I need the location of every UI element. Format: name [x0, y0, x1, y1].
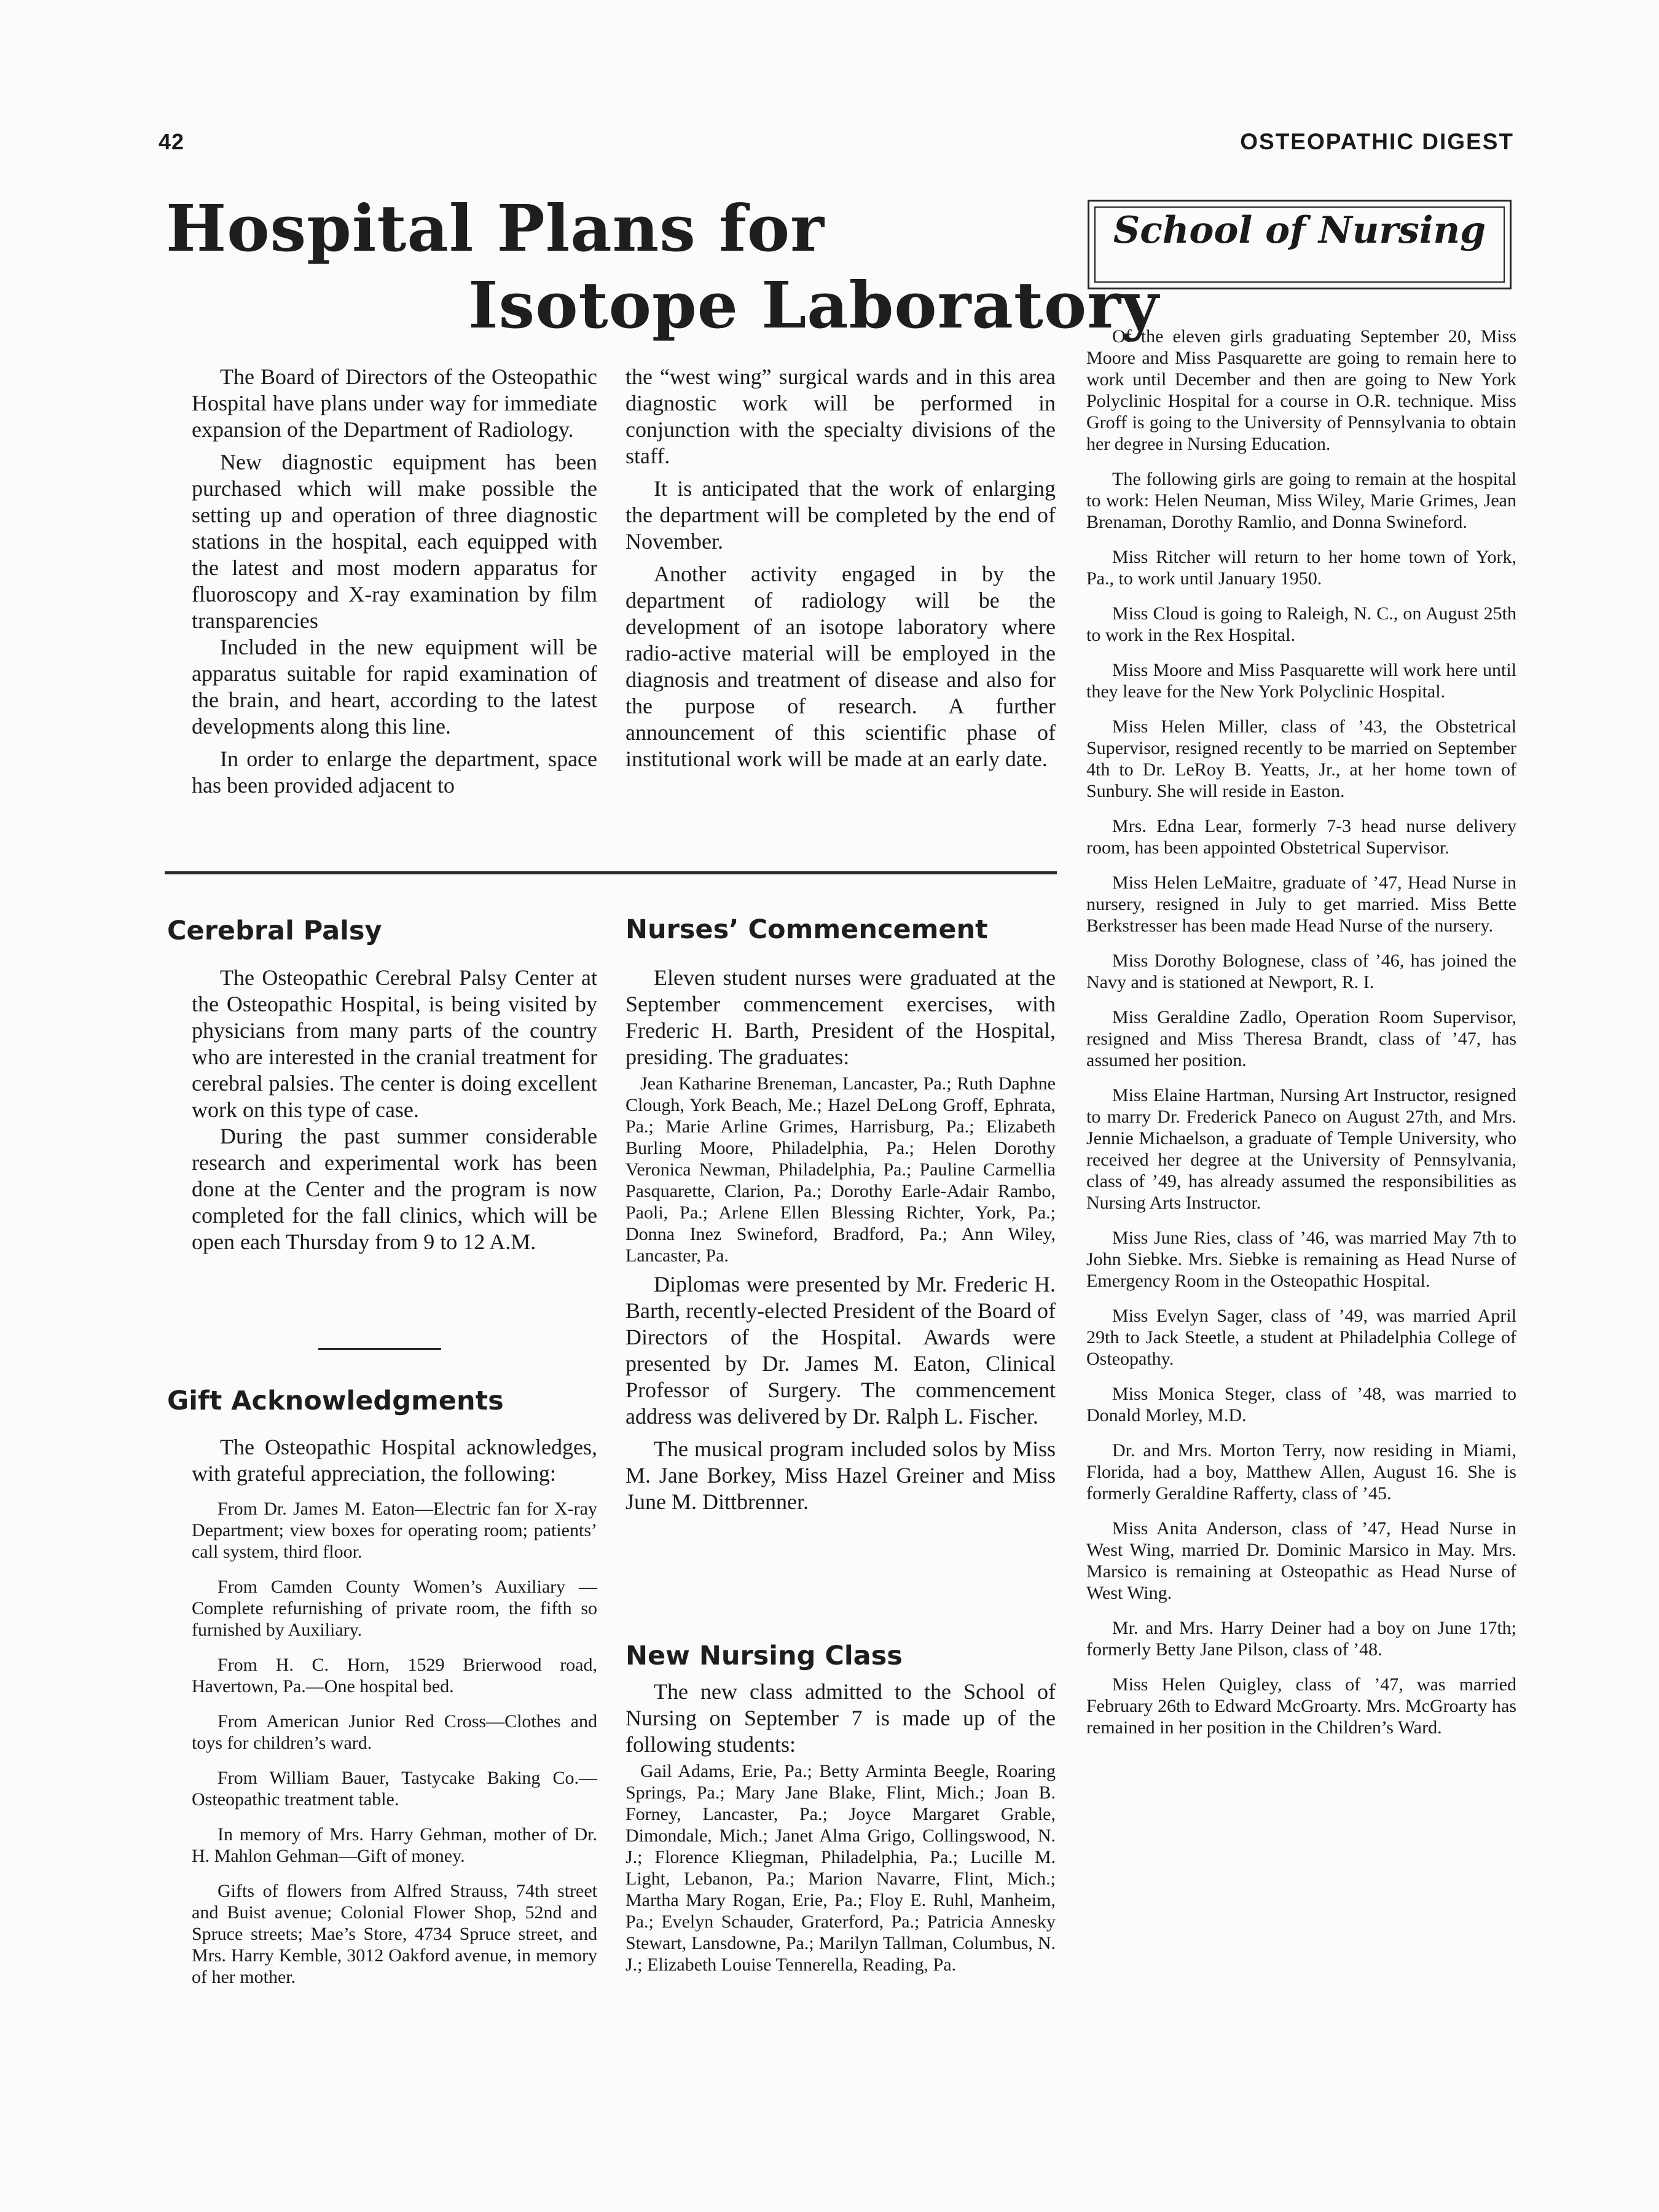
- article-paragraph: It is anticipated that the work of enlarging the department will be completed by the end of November.: [626, 476, 1056, 554]
- cerebral-palsy-paragraph: During the past summer considerable research and experimental work has been done at the Center and the program is now completed for the fall clinics, which will be open each Thursday from 9 to 12 A.M.: [192, 1124, 597, 1254]
- commencement-paragraph: Eleven student nurses were graduated at the September commencement exercises, with Frederic H. Barth, President of the Hospital, presiding. The graduates:: [626, 965, 1056, 1069]
- nursing-news-item: Mrs. Edna Lear, formerly 7-3 head nurse delivery room, has been appointed Obstetrical Supervisor.: [1086, 816, 1516, 858]
- students-list: Gail Adams, Erie, Pa.; Betty Arminta Beegle, Roaring Springs, Pa.; Mary Jane Blake, Flint, Mich.; Joan B. Forney, Lancaster, Pa.; Joyce Margaret Grable, Dimondale, Mich.; Janet Alma Grigo, Collingswood, N. J.; Florence Kliegman, Philadelphia, Pa.; Lucille M. Light, Lebanon, Pa.; Marion Navarre, Flint, Mich.; Martha Mary Rogan, Erie, Pa.; Floy E. Ruhl, Manheim, Pa.; Evelyn Schauder, Graterford, Pa.; Patricia Annesky Stewart, Lansdowne, Pa.; Marilyn Tallman, Columbus, N. J.; Elizabeth Louise Tennerella, Reading, Pa.: [626, 1761, 1056, 1975]
- gift-item: In memory of Mrs. Harry Gehman, mother of Dr. H. Mahlon Gehman—Gift of money.: [192, 1824, 597, 1866]
- commencement-paragraph: Diplomas were presented by Mr. Frederic H. Barth, recently-elected President of the Board of Directors of the Hospital. Awards were presented by Dr. James M. Eaton, Clinical Professor of Surgery. The commencement address was delivered by Dr. Ralph L. Fischer.: [626, 1272, 1056, 1429]
- gift-item: From Camden County Women’s Auxiliary —Complete refurnishing of private room, the fifth so furnished by Auxiliary.: [192, 1577, 597, 1640]
- cerebral-palsy-text: [192, 965, 597, 1261]
- nursing-news-item: Miss Anita Anderson, class of ’47, Head Nurse in West Wing, married Dr. Dominic Marsico in May. Mrs. Marsico is remaining at Osteopathic as Head Nurse of West Wing.: [1086, 1518, 1516, 1603]
- cerebral-palsy-paragraph: The Osteopathic Cerebral Palsy Center at the Osteopathic Hospital, is being visited by physicians from many parts of the country who are interested in the cranial treatment for cerebral palsies. The center is doing excellent work on this type of case.: [192, 965, 597, 1122]
- short-divider: [318, 1348, 441, 1350]
- nursing-news-item: Mr. and Mrs. Harry Deiner had a boy on June 17th; formerly Betty Jane Pilson, class of ’48.: [1086, 1618, 1516, 1660]
- article-paragraph: Another activity engaged in by the department of radiology will be the development of an isotope laboratory where radio-active material will be employed in the diagnosis and treatment of disease and also for the purpose of research. A further announcement of this scientific phase of institutional work will be made at an early date.: [626, 562, 1056, 771]
- graduates-list: Jean Katharine Breneman, Lancaster, Pa.; Ruth Daphne Clough, York Beach, Me.; Hazel DeLong Groff, Ephrata, Pa.; Marie Arline Grimes, Harrisburg, Pa.; Elizabeth Burling Moore, Philadelphia, Pa.; Helen Dorothy Veronica Newman, Philadelphia, Pa.; Pauline Carmellia Pasquarette, Clarion, Pa.; Dorothy Earle-Adair Rambo, Paoli, Pa.; Arlene Ellen Blessing Richter, York, Pa.; Donna Inez Swineford, Bradford, Pa.; Ann Wiley, Lancaster, Pa.: [626, 1073, 1056, 1266]
- article-title-line1: Hospital Plans for: [166, 190, 825, 266]
- commencement-section: [626, 965, 1056, 1521]
- nursing-news-item: Miss Cloud is going to Raleigh, N. C., on August 25th to work in the Rex Hospital.: [1086, 603, 1516, 645]
- nursing-news-item: Miss Helen Miller, class of ’43, the Obstetrical Supervisor, resigned recently to be married on September 4th to Dr. LeRoy B. Yeatts, Jr., at her home town of Sunbury. She will reside in Easton.: [1086, 716, 1516, 801]
- page-number: 42: [159, 129, 185, 154]
- gifts-heading: Gift Acknowledgments: [167, 1386, 504, 1416]
- nursing-news-item: Of the eleven girls graduating September 20, Miss Moore and Miss Pasquarette are going to remain here to work until December and then are going to New York Polyclinic Hospital for a course in O.R. technique. Miss Groff is going to the University of Pennsylvania to obtain her degree in Nursing Education.: [1086, 326, 1516, 454]
- nursing-news-item: Miss Helen LeMaitre, graduate of ’47, Head Nurse in nursery, resigned in July to get married. Miss Bette Berkstresser has been made Head Nurse of the nursery.: [1086, 873, 1516, 936]
- section-divider: [165, 871, 1057, 874]
- article-paragraph: the “west wing” surgical wards and in this area diagnostic work will be performed in conjunction with the specialty divisions of the staff.: [626, 364, 1056, 468]
- new-class-paragraph: The new class admitted to the School of Nursing on September 7 is made up of the following students:: [626, 1679, 1056, 1757]
- nursing-news-item: Miss Monica Steger, class of ’48, was married to Donald Morley, M.D.: [1086, 1384, 1516, 1426]
- nursing-news-item: Miss Helen Quigley, class of ’47, was married February 26th to Edward McGroarty. Mrs. McGroarty has remained in her position in the Children’s Ward.: [1086, 1674, 1516, 1738]
- gift-item: From American Junior Red Cross—Clothes and toys for children’s ward.: [192, 1711, 597, 1753]
- article-column-1: [192, 364, 597, 805]
- gift-item: From Dr. James M. Eaton—Electric fan for X-ray Department; view boxes for operating room; patients’ call system, third floor.: [192, 1499, 597, 1562]
- gift-item: From William Bauer, Tastycake Baking Co.—Osteopathic treatment table.: [192, 1768, 597, 1810]
- new-class-heading: New Nursing Class: [626, 1641, 903, 1671]
- commencement-heading: Nurses’ Commencement: [626, 914, 988, 945]
- nursing-news-item: Miss Geraldine Zadlo, Operation Room Supervisor, resigned and Miss Theresa Brandt, class of ’47, has assumed her position.: [1086, 1007, 1516, 1070]
- article-paragraph: Included in the new equipment will be apparatus suitable for rapid examination of the brain, and heart, according to the latest developments along this line.: [192, 635, 597, 739]
- gift-item: Gifts of flowers from Alfred Strauss, 74th street and Buist avenue; Colonial Flower Shop, 52nd and Spruce streets; Mae’s Store, 4734 Spruce street, and Mrs. Harry Kemble, 3012 Oakford avenue, in memory of her mother.: [192, 1881, 597, 1987]
- school-of-nursing-column: [1086, 326, 1516, 1752]
- gift-item: From H. C. Horn, 1529 Brierwood road, Havertown, Pa.—One hospital bed.: [192, 1655, 597, 1696]
- nursing-news-item: Dr. and Mrs. Morton Terry, now residing in Miami, Florida, had a boy, Matthew Allen, August 16. She is formerly Geraldine Rafferty, class of ’45.: [1086, 1440, 1516, 1504]
- article-paragraph: The Board of Directors of the Osteopathic Hospital have plans under way for immediate expansion of the Department of Radiology.: [192, 364, 597, 442]
- article-title-line2: Isotope Laboratory: [468, 267, 1159, 343]
- gifts-section: [192, 1434, 597, 2001]
- commencement-paragraph: The musical program included solos by Miss M. Jane Borkey, Miss Hazel Greiner and Miss June M. Dittbrenner.: [626, 1437, 1056, 1514]
- article-column-2: [626, 364, 1056, 779]
- school-of-nursing-heading: School of Nursing: [1113, 209, 1486, 252]
- nursing-news-item: The following girls are going to remain at the hospital to work: Helen Neuman, Miss Wiley, Marie Grimes, Jean Brenaman, Dorothy Ramlio, and Donna Swineford.: [1086, 469, 1516, 532]
- masthead: OSTEOPATHIC DIGEST: [1240, 129, 1514, 154]
- article-paragraph: In order to enlarge the department, space has been provided adjacent to: [192, 747, 597, 798]
- cerebral-palsy-heading: Cerebral Palsy: [167, 916, 382, 946]
- nursing-news-item: Miss Moore and Miss Pasquarette will work here until they leave for the New York Polyclinic Hospital.: [1086, 660, 1516, 702]
- article-paragraph: New diagnostic equipment has been purchased which will make possible the setting up and operation of three diagnostic stations in the hospital, each equipped with the latest and most modern apparatus for fluoroscopy and X-ray examination by film transparencies: [192, 450, 597, 633]
- nursing-news-item: Miss Dorothy Bolognese, class of ’46, has joined the Navy and is stationed at Newport, R. I.: [1086, 951, 1516, 992]
- nursing-news-item: Miss Elaine Hartman, Nursing Art Instructor, resigned to marry Dr. Frederick Paneco on August 27th, and Mrs. Jennie Michaelson, a graduate of Temple University, who received her degree at the University of Pennsylvania, class of ’49, has already assumed the responsibilities as Nursing Arts Instructor.: [1086, 1085, 1516, 1213]
- nursing-news-item: Miss Ritcher will return to her home town of York, Pa., to work until January 1950.: [1086, 547, 1516, 589]
- nursing-news-item: Miss June Ries, class of ’46, was married May 7th to John Siebke. Mrs. Siebke is remaining as Head Nurse of Emergency Room in the Osteopathic Hospital.: [1086, 1228, 1516, 1291]
- nursing-news-item: Miss Evelyn Sager, class of ’49, was married April 29th to Jack Steetle, a student at Philadelphia College of Osteopathy.: [1086, 1306, 1516, 1369]
- gifts-intro: The Osteopathic Hospital acknowledges, with grateful appreciation, the following:: [192, 1435, 597, 1486]
- new-class-section: [626, 1679, 1056, 1980]
